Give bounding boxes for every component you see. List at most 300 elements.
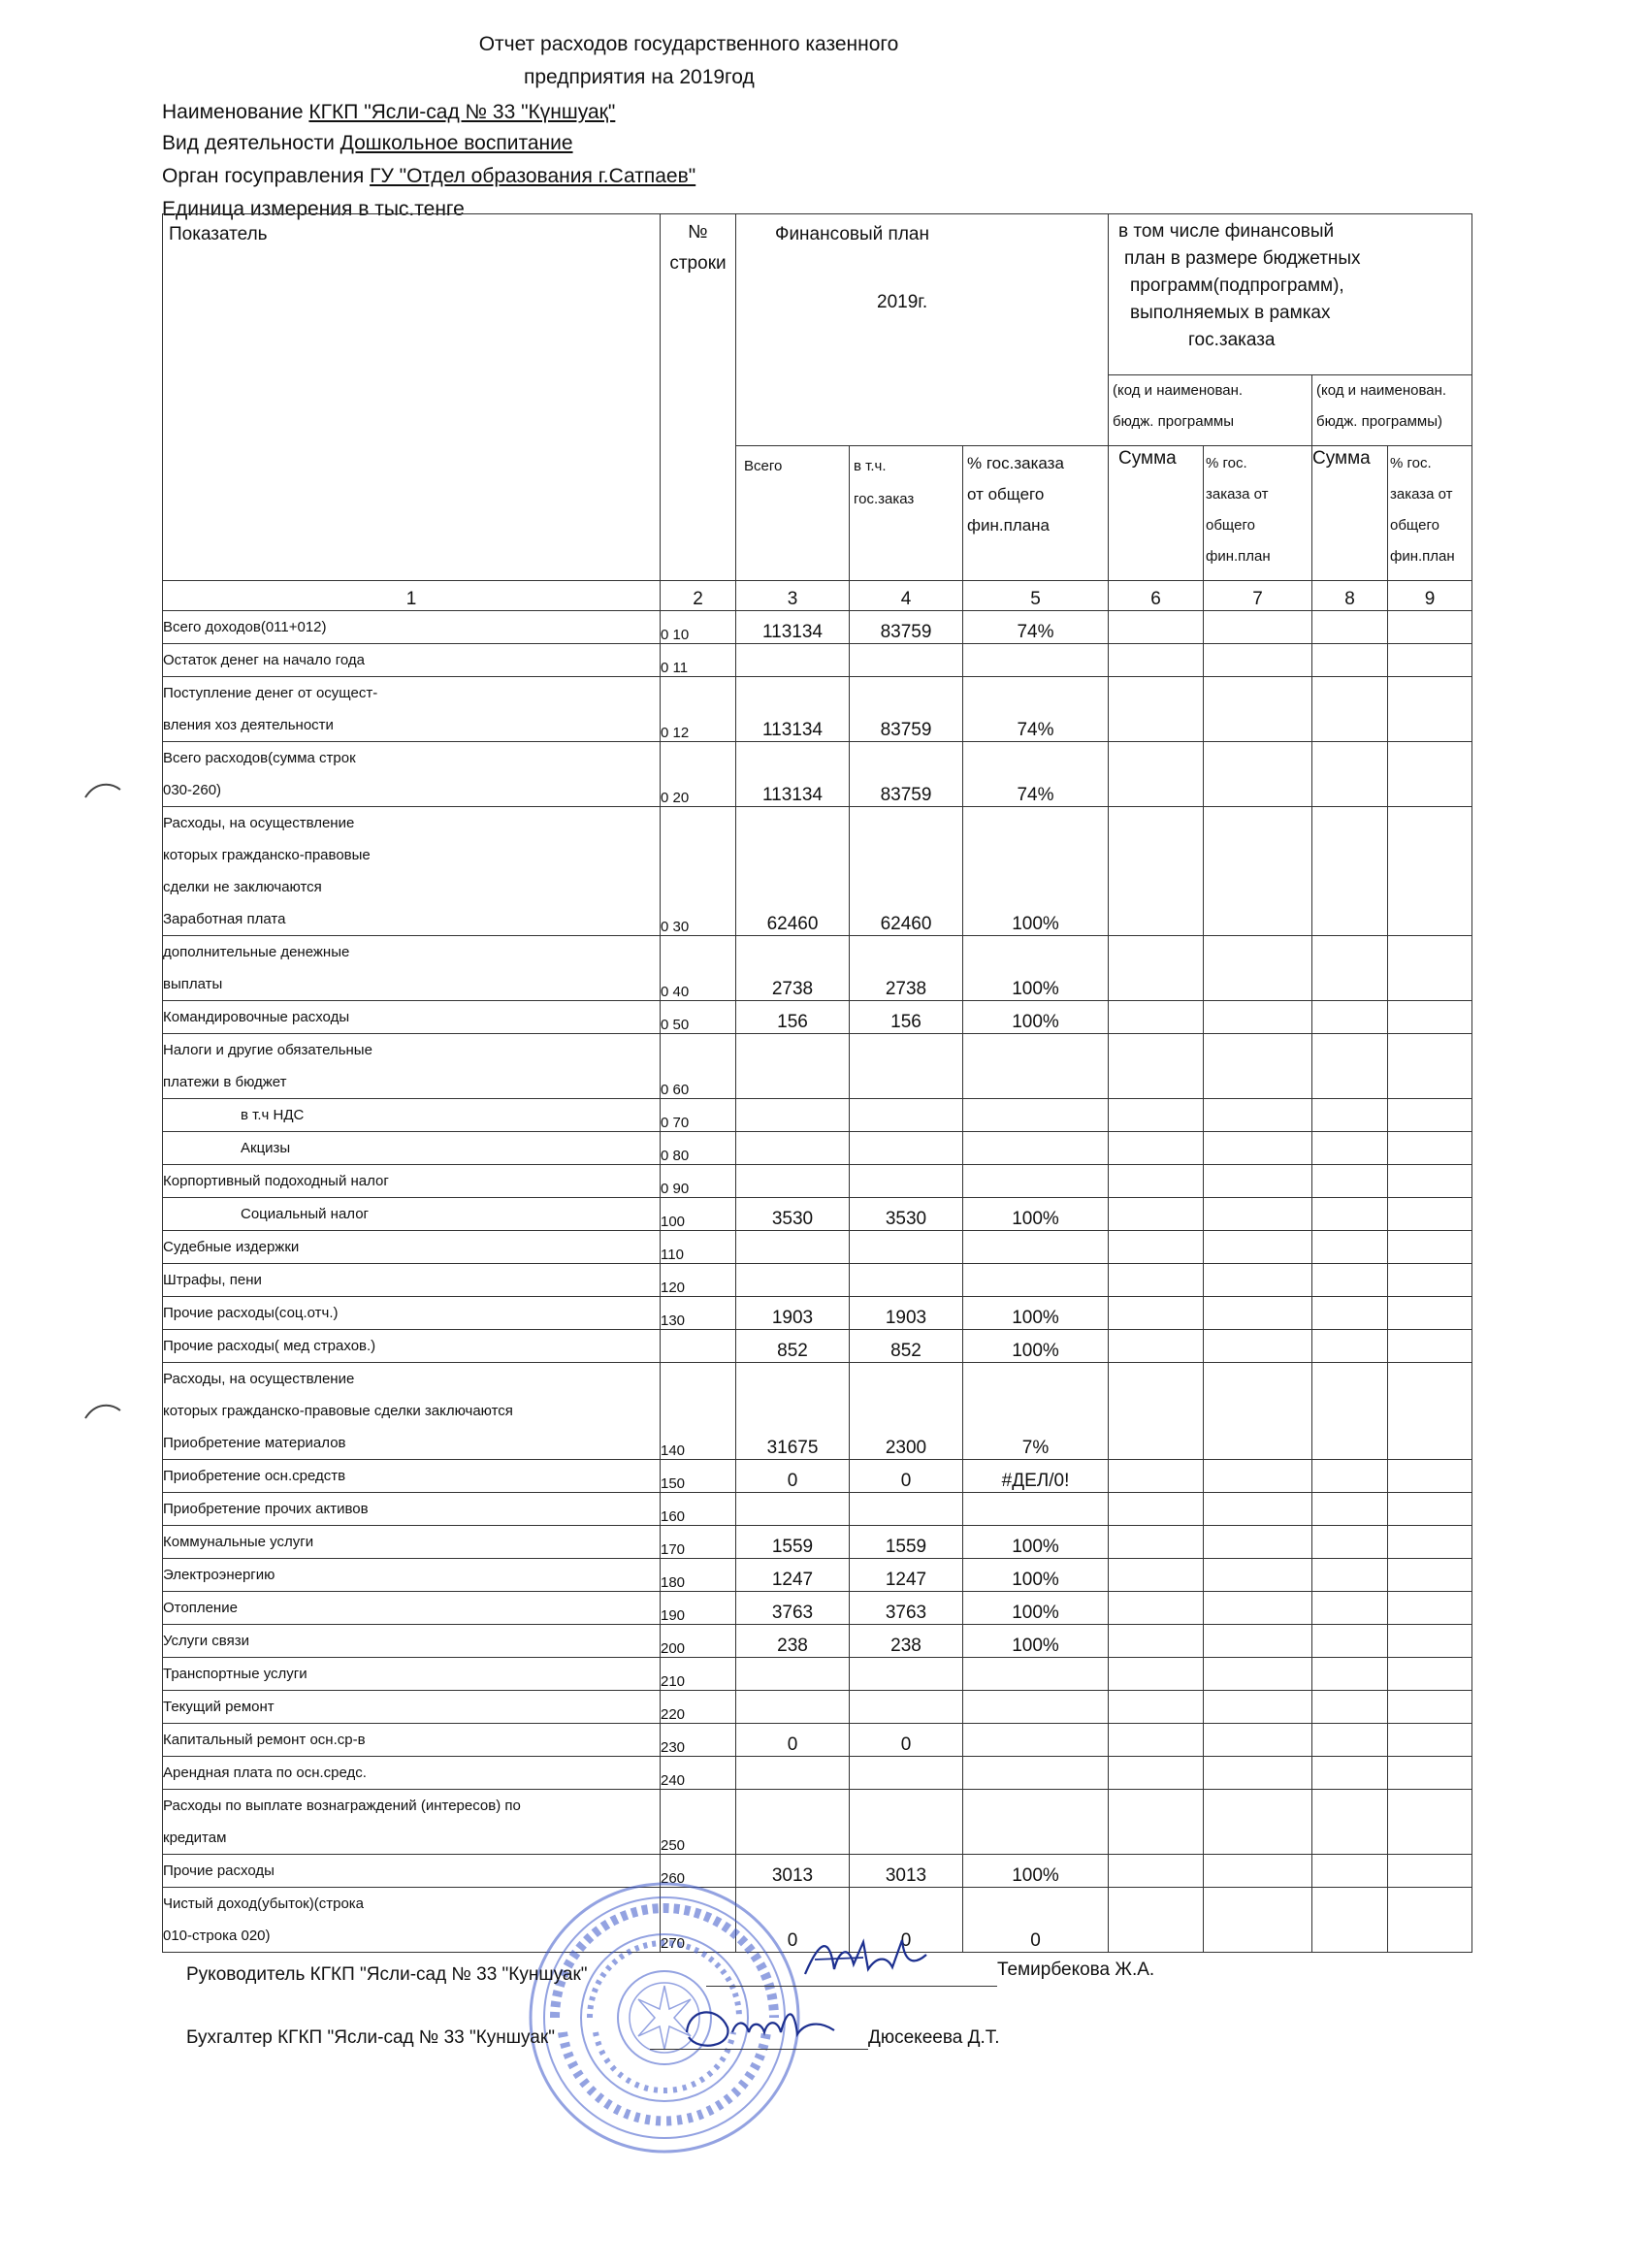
cell-pct bbox=[963, 1099, 1109, 1132]
cell-total: 113134 bbox=[736, 677, 850, 742]
header-pct9-2: заказа от bbox=[1390, 486, 1453, 502]
head-signature bbox=[795, 1930, 931, 1989]
row-label-line: Арендная плата по осн.средс. bbox=[163, 1765, 367, 1781]
cell-col-7 bbox=[1204, 936, 1312, 1001]
cell-gov-order bbox=[850, 1691, 963, 1724]
row-code: 0 10 bbox=[661, 611, 736, 644]
cell-col-8 bbox=[1312, 1493, 1388, 1526]
row-label bbox=[163, 1658, 661, 1691]
row-label bbox=[163, 1231, 661, 1264]
cell-col-7 bbox=[1204, 1592, 1312, 1625]
table-row bbox=[163, 1363, 1472, 1460]
row-label bbox=[163, 1724, 661, 1757]
row-label-line: Поступление денег от осущест- bbox=[163, 685, 378, 701]
row-label bbox=[163, 742, 661, 807]
cell-gov-order: 0 bbox=[850, 1724, 963, 1757]
cell-col-7 bbox=[1204, 1001, 1312, 1034]
cell-pct: #ДЕЛ/0! bbox=[963, 1460, 1109, 1493]
row-label bbox=[163, 1034, 661, 1099]
table-row bbox=[163, 1132, 1472, 1165]
cell-col-9 bbox=[1388, 1297, 1472, 1330]
cell-col-7 bbox=[1204, 1264, 1312, 1297]
row-label bbox=[163, 1198, 661, 1231]
table-row bbox=[163, 1526, 1472, 1559]
cell-col-9 bbox=[1388, 1363, 1472, 1460]
cell-total: 113134 bbox=[736, 611, 850, 644]
cell-total: 62460 bbox=[736, 807, 850, 936]
cell-pct: 100% bbox=[963, 1526, 1109, 1559]
cell-col-9 bbox=[1388, 1790, 1472, 1855]
cell-col-6 bbox=[1109, 1855, 1204, 1888]
cell-col-6 bbox=[1109, 1724, 1204, 1757]
row-code bbox=[661, 1330, 736, 1363]
cell-col-6 bbox=[1109, 1363, 1204, 1460]
row-code: 0 80 bbox=[661, 1132, 736, 1165]
row-label-line: кредитам bbox=[163, 1830, 227, 1846]
cell-col-8 bbox=[1312, 1001, 1388, 1034]
row-code: 0 60 bbox=[661, 1034, 736, 1099]
cell-col-9 bbox=[1388, 1526, 1472, 1559]
table-row bbox=[163, 1493, 1472, 1526]
row-label-line: Прочие расходы(соц.отч.) bbox=[163, 1305, 339, 1321]
cell-gov-order bbox=[850, 1264, 963, 1297]
cell-col-6 bbox=[1109, 1526, 1204, 1559]
header-fin-plan-title: Финансовый план bbox=[775, 224, 929, 244]
table-row bbox=[163, 742, 1472, 807]
row-label-line: Корпортивный подоходный налог bbox=[163, 1173, 389, 1189]
authority-value: ГУ "Отдел образования г.Сатпаев" bbox=[370, 165, 696, 187]
cell-col-7 bbox=[1204, 1363, 1312, 1460]
cell-total bbox=[736, 1691, 850, 1724]
cell-col-8 bbox=[1312, 1132, 1388, 1165]
row-label-line: Штрафы, пени bbox=[163, 1272, 262, 1288]
row-code: 0 20 bbox=[661, 742, 736, 807]
cell-gov-order: 1247 bbox=[850, 1559, 963, 1592]
cell-pct bbox=[963, 1034, 1109, 1099]
cell-total: 156 bbox=[736, 1001, 850, 1034]
authority-line bbox=[162, 165, 695, 188]
head-signature-label: Руководитель КГКП "Ясли-сад № 33 "Куншуак" bbox=[186, 1964, 588, 1985]
cell-col-6 bbox=[1109, 1658, 1204, 1691]
activity-label: Вид деятельности bbox=[162, 132, 340, 154]
cell-gov-order bbox=[850, 1790, 963, 1855]
header-pct9-1: % гос. bbox=[1390, 455, 1432, 471]
cell-col-8 bbox=[1312, 1526, 1388, 1559]
table-row bbox=[163, 936, 1472, 1001]
header-total bbox=[736, 446, 850, 581]
cell-col-8 bbox=[1312, 807, 1388, 936]
cell-col-6 bbox=[1109, 1691, 1204, 1724]
cell-col-9 bbox=[1388, 1099, 1472, 1132]
row-label-line: Социальный налог bbox=[241, 1206, 370, 1222]
row-label-line: Акцизы bbox=[241, 1140, 291, 1156]
cell-pct: 100% bbox=[963, 1855, 1109, 1888]
table-row bbox=[163, 1724, 1472, 1757]
cell-gov-order: 156 bbox=[850, 1001, 963, 1034]
cell-total bbox=[736, 1034, 850, 1099]
cell-total bbox=[736, 1099, 850, 1132]
header-code-b bbox=[1312, 375, 1472, 446]
row-label bbox=[163, 1132, 661, 1165]
row-label bbox=[163, 1460, 661, 1493]
header-row-number-1: № bbox=[688, 222, 708, 243]
org-name-label: Наименование bbox=[162, 101, 309, 123]
row-label bbox=[163, 1330, 661, 1363]
cell-col-9 bbox=[1388, 1757, 1472, 1790]
cell-col-9 bbox=[1388, 936, 1472, 1001]
header-code-a-2: бюдж. программы bbox=[1113, 413, 1235, 430]
row-code: 0 30 bbox=[661, 807, 736, 936]
cell-col-8 bbox=[1312, 1099, 1388, 1132]
cell-pct bbox=[963, 1658, 1109, 1691]
cell-col-7 bbox=[1204, 1625, 1312, 1658]
row-label bbox=[163, 936, 661, 1001]
row-label bbox=[163, 1001, 661, 1034]
row-label bbox=[163, 611, 661, 644]
table-row bbox=[163, 1559, 1472, 1592]
row-label bbox=[163, 1297, 661, 1330]
row-label-line: Судебные издержки bbox=[163, 1239, 300, 1255]
cell-col-8 bbox=[1312, 1165, 1388, 1198]
row-code: 130 bbox=[661, 1297, 736, 1330]
cell-total: 3013 bbox=[736, 1855, 850, 1888]
row-label-line: которых гражданско-правовые bbox=[163, 847, 371, 863]
cell-col-9 bbox=[1388, 1034, 1472, 1099]
row-label-line: платежи в бюджет bbox=[163, 1074, 287, 1090]
cell-col-7 bbox=[1204, 1559, 1312, 1592]
row-code: 190 bbox=[661, 1592, 736, 1625]
cell-pct bbox=[963, 1757, 1109, 1790]
row-label bbox=[163, 1099, 661, 1132]
cell-pct: 0 bbox=[963, 1888, 1109, 1953]
row-label-line: Чистый доход(убыток)(строка bbox=[163, 1895, 365, 1912]
cell-col-8 bbox=[1312, 936, 1388, 1001]
col-number: 1 bbox=[163, 581, 661, 611]
cell-total: 31675 bbox=[736, 1363, 850, 1460]
header-year: 2019г. bbox=[877, 292, 928, 312]
table-row bbox=[163, 644, 1472, 677]
cell-col-9 bbox=[1388, 1855, 1472, 1888]
cell-col-9 bbox=[1388, 611, 1472, 644]
expense-table bbox=[162, 213, 1472, 1953]
header-incl-order bbox=[850, 446, 963, 581]
report-title-year: предприятия на 2019год bbox=[524, 66, 755, 88]
cell-col-9 bbox=[1388, 1625, 1472, 1658]
authority-label: Орган госуправления bbox=[162, 165, 371, 187]
cell-col-7 bbox=[1204, 1198, 1312, 1231]
row-label bbox=[163, 677, 661, 742]
cell-gov-order: 62460 bbox=[850, 807, 963, 936]
cell-pct bbox=[963, 1165, 1109, 1198]
cell-total bbox=[736, 1757, 850, 1790]
row-code: 260 bbox=[661, 1855, 736, 1888]
col-number: 7 bbox=[1204, 581, 1312, 611]
cell-col-7 bbox=[1204, 1658, 1312, 1691]
cell-col-7 bbox=[1204, 1297, 1312, 1330]
cell-pct bbox=[963, 1132, 1109, 1165]
row-label-line: Остаток денег на начало года bbox=[163, 652, 365, 668]
table-row bbox=[163, 1297, 1472, 1330]
row-label-line: Прочие расходы bbox=[163, 1863, 275, 1879]
table-row bbox=[163, 1034, 1472, 1099]
cell-pct: 100% bbox=[963, 807, 1109, 936]
header-code-b-1: (код и наименован. bbox=[1316, 382, 1447, 399]
header-budget-programs bbox=[1109, 214, 1472, 375]
cell-total: 852 bbox=[736, 1330, 850, 1363]
row-code: 160 bbox=[661, 1493, 736, 1526]
row-label bbox=[163, 1691, 661, 1724]
cell-col-6 bbox=[1109, 1757, 1204, 1790]
header-pct-1: % гос.заказа bbox=[967, 454, 1064, 472]
cell-col-9 bbox=[1388, 644, 1472, 677]
cell-total bbox=[736, 1493, 850, 1526]
row-label bbox=[163, 1526, 661, 1559]
row-code: 140 bbox=[661, 1363, 736, 1460]
header-pct9-3: общего bbox=[1390, 517, 1439, 534]
row-code: 250 bbox=[661, 1790, 736, 1855]
cell-col-8 bbox=[1312, 1724, 1388, 1757]
cell-gov-order: 3013 bbox=[850, 1855, 963, 1888]
row-code: 180 bbox=[661, 1559, 736, 1592]
row-code: 0 50 bbox=[661, 1001, 736, 1034]
cell-pct: 100% bbox=[963, 1559, 1109, 1592]
cell-gov-order: 83759 bbox=[850, 677, 963, 742]
table-row bbox=[163, 1592, 1472, 1625]
header-code-a bbox=[1109, 375, 1312, 446]
cell-col-8 bbox=[1312, 1691, 1388, 1724]
cell-col-6 bbox=[1109, 1231, 1204, 1264]
cell-col-6 bbox=[1109, 1297, 1204, 1330]
row-code: 170 bbox=[661, 1526, 736, 1559]
header-indicator bbox=[163, 214, 661, 581]
cell-col-7 bbox=[1204, 807, 1312, 936]
cell-col-7 bbox=[1204, 1691, 1312, 1724]
row-label-line: Расходы, на осуществление bbox=[163, 1371, 355, 1387]
table-row bbox=[163, 1165, 1472, 1198]
header-pct7-1: % гос. bbox=[1206, 455, 1247, 471]
table-row bbox=[163, 1330, 1472, 1363]
col-number: 9 bbox=[1388, 581, 1472, 611]
header-sum-8-text: Сумма bbox=[1312, 448, 1371, 469]
punch-hole-mark bbox=[83, 776, 122, 805]
org-name-value: КГКП "Ясли-сад № 33 "Күншуақ" bbox=[308, 101, 616, 123]
cell-gov-order bbox=[850, 1132, 963, 1165]
cell-col-9 bbox=[1388, 1460, 1472, 1493]
row-code: 0 12 bbox=[661, 677, 736, 742]
cell-col-6 bbox=[1109, 1001, 1204, 1034]
header-total-text: Всего bbox=[744, 458, 783, 474]
row-label bbox=[163, 1264, 661, 1297]
cell-col-8 bbox=[1312, 1297, 1388, 1330]
cell-col-6 bbox=[1109, 936, 1204, 1001]
header-pct-2: от общего bbox=[967, 485, 1045, 503]
cell-col-6 bbox=[1109, 644, 1204, 677]
cell-pct bbox=[963, 1724, 1109, 1757]
cell-pct bbox=[963, 1691, 1109, 1724]
row-code: 230 bbox=[661, 1724, 736, 1757]
table-row bbox=[163, 1855, 1472, 1888]
cell-col-9 bbox=[1388, 1888, 1472, 1953]
row-label-line: Отопление bbox=[163, 1600, 238, 1616]
cell-col-9 bbox=[1388, 1231, 1472, 1264]
cell-total: 1559 bbox=[736, 1526, 850, 1559]
cell-col-9 bbox=[1388, 1264, 1472, 1297]
table-row bbox=[163, 677, 1472, 742]
cell-gov-order: 0 bbox=[850, 1888, 963, 1953]
cell-col-9 bbox=[1388, 807, 1472, 936]
cell-col-8 bbox=[1312, 1559, 1388, 1592]
cell-total: 238 bbox=[736, 1625, 850, 1658]
header-sum-6 bbox=[1109, 446, 1204, 581]
cell-col-9 bbox=[1388, 1001, 1472, 1034]
row-label-line: Прочие расходы( мед страхов.) bbox=[163, 1338, 376, 1354]
cell-col-8 bbox=[1312, 742, 1388, 807]
col-number: 4 bbox=[850, 581, 963, 611]
cell-col-8 bbox=[1312, 1855, 1388, 1888]
cell-col-7 bbox=[1204, 1132, 1312, 1165]
cell-col-6 bbox=[1109, 1493, 1204, 1526]
row-label-line: Приобретение осн.средств bbox=[163, 1468, 346, 1484]
row-label-line: Приобретение прочих активов bbox=[163, 1501, 369, 1517]
cell-total: 3763 bbox=[736, 1592, 850, 1625]
cell-col-8 bbox=[1312, 1231, 1388, 1264]
row-code: 110 bbox=[661, 1231, 736, 1264]
cell-pct: 100% bbox=[963, 1592, 1109, 1625]
table-row bbox=[163, 1198, 1472, 1231]
row-label bbox=[163, 1757, 661, 1790]
cell-pct bbox=[963, 1493, 1109, 1526]
unit-line: Единица измерения в тыс.тенге bbox=[162, 198, 465, 220]
row-label-line: Коммунальные услуги bbox=[163, 1534, 314, 1550]
row-label-line: Транспортные услуги bbox=[163, 1666, 307, 1682]
cell-col-7 bbox=[1204, 1724, 1312, 1757]
table-row bbox=[163, 1658, 1472, 1691]
cell-total: 0 bbox=[736, 1724, 850, 1757]
header-fin-plan bbox=[736, 214, 1109, 446]
report-title: Отчет расходов государственного казенного bbox=[478, 33, 899, 55]
header-code-b-2: бюдж. программы) bbox=[1316, 413, 1442, 430]
row-label-line: Всего расходов(сумма строк bbox=[163, 750, 356, 766]
row-label bbox=[163, 1493, 661, 1526]
cell-gov-order: 3530 bbox=[850, 1198, 963, 1231]
cell-col-6 bbox=[1109, 677, 1204, 742]
cell-col-6 bbox=[1109, 1592, 1204, 1625]
cell-col-6 bbox=[1109, 1264, 1204, 1297]
cell-gov-order bbox=[850, 644, 963, 677]
cell-col-9 bbox=[1388, 1592, 1472, 1625]
cell-pct: 100% bbox=[963, 1198, 1109, 1231]
header-budget-5: гос.заказа bbox=[1188, 330, 1276, 350]
cell-col-8 bbox=[1312, 1888, 1388, 1953]
cell-col-6 bbox=[1109, 1625, 1204, 1658]
cell-gov-order: 3763 bbox=[850, 1592, 963, 1625]
cell-gov-order bbox=[850, 1099, 963, 1132]
header-pct7-4: фин.план bbox=[1206, 548, 1271, 565]
cell-col-8 bbox=[1312, 1658, 1388, 1691]
cell-col-9 bbox=[1388, 742, 1472, 807]
header-pct7-3: общего bbox=[1206, 517, 1255, 534]
cell-col-8 bbox=[1312, 1034, 1388, 1099]
header-code-a-1: (код и наименован. bbox=[1113, 382, 1244, 399]
cell-gov-order: 1903 bbox=[850, 1297, 963, 1330]
cell-col-7 bbox=[1204, 742, 1312, 807]
cell-gov-order: 238 bbox=[850, 1625, 963, 1658]
cell-col-8 bbox=[1312, 611, 1388, 644]
cell-col-7 bbox=[1204, 644, 1312, 677]
cell-col-6 bbox=[1109, 1460, 1204, 1493]
cell-col-6 bbox=[1109, 807, 1204, 936]
header-row-number-2: строки bbox=[669, 253, 727, 274]
cell-total bbox=[736, 644, 850, 677]
cell-col-9 bbox=[1388, 1691, 1472, 1724]
cell-col-7 bbox=[1204, 677, 1312, 742]
cell-col-9 bbox=[1388, 1165, 1472, 1198]
accountant-name: Дюсекеева Д.Т. bbox=[868, 2027, 1000, 2048]
row-code: 240 bbox=[661, 1757, 736, 1790]
table-row bbox=[163, 1264, 1472, 1297]
header-budget-3: программ(подпрограмм), bbox=[1130, 275, 1344, 296]
cell-pct: 100% bbox=[963, 936, 1109, 1001]
cell-col-7 bbox=[1204, 1099, 1312, 1132]
cell-col-7 bbox=[1204, 1888, 1312, 1953]
cell-col-9 bbox=[1388, 1132, 1472, 1165]
col-number: 3 bbox=[736, 581, 850, 611]
cell-total: 3530 bbox=[736, 1198, 850, 1231]
column-number-row bbox=[163, 581, 1472, 611]
cell-col-7 bbox=[1204, 1757, 1312, 1790]
row-code: 210 bbox=[661, 1658, 736, 1691]
cell-col-6 bbox=[1109, 1132, 1204, 1165]
cell-col-6 bbox=[1109, 1790, 1204, 1855]
table-row bbox=[163, 807, 1472, 936]
table-body bbox=[163, 611, 1472, 1953]
row-label-line: в т.ч НДС bbox=[241, 1107, 305, 1123]
cell-pct: 100% bbox=[963, 1330, 1109, 1363]
cell-col-7 bbox=[1204, 1493, 1312, 1526]
cell-pct: 100% bbox=[963, 1625, 1109, 1658]
row-label-line: вления хоз деятельности bbox=[163, 717, 334, 733]
cell-col-6 bbox=[1109, 1034, 1204, 1099]
cell-pct: 74% bbox=[963, 611, 1109, 644]
row-code: 0 11 bbox=[661, 644, 736, 677]
accountant-signature-label: Бухгалтер КГКП "Ясли-сад № 33 "Куншуак" bbox=[186, 2027, 555, 2048]
org-name-line bbox=[162, 101, 615, 124]
cell-col-7 bbox=[1204, 1165, 1312, 1198]
header-budget-4: выполняемых в рамках bbox=[1130, 303, 1331, 323]
cell-pct: 74% bbox=[963, 677, 1109, 742]
cell-col-9 bbox=[1388, 1330, 1472, 1363]
row-label-line: Командировочные расходы bbox=[163, 1009, 350, 1025]
row-label-line: которых гражданско-правовые сделки заключаются bbox=[163, 1403, 513, 1419]
cell-col-7 bbox=[1204, 1526, 1312, 1559]
row-label-line: Приобретение материалов bbox=[163, 1435, 346, 1451]
row-label bbox=[163, 1625, 661, 1658]
col-number: 6 bbox=[1109, 581, 1204, 611]
cell-gov-order: 2300 bbox=[850, 1363, 963, 1460]
header-incl-1: в т.ч. bbox=[854, 458, 887, 474]
cell-gov-order bbox=[850, 1231, 963, 1264]
cell-total: 1903 bbox=[736, 1297, 850, 1330]
cell-col-8 bbox=[1312, 1460, 1388, 1493]
header-budget-1: в том числе финансовый bbox=[1118, 221, 1335, 242]
cell-col-9 bbox=[1388, 1493, 1472, 1526]
header-pct-9 bbox=[1388, 446, 1472, 581]
row-label-line: Текущий ремонт bbox=[163, 1699, 275, 1715]
col-number: 5 bbox=[963, 581, 1109, 611]
cell-pct: 7% bbox=[963, 1363, 1109, 1460]
row-label-line: сделки не заключаются bbox=[163, 879, 322, 895]
table-row bbox=[163, 1625, 1472, 1658]
